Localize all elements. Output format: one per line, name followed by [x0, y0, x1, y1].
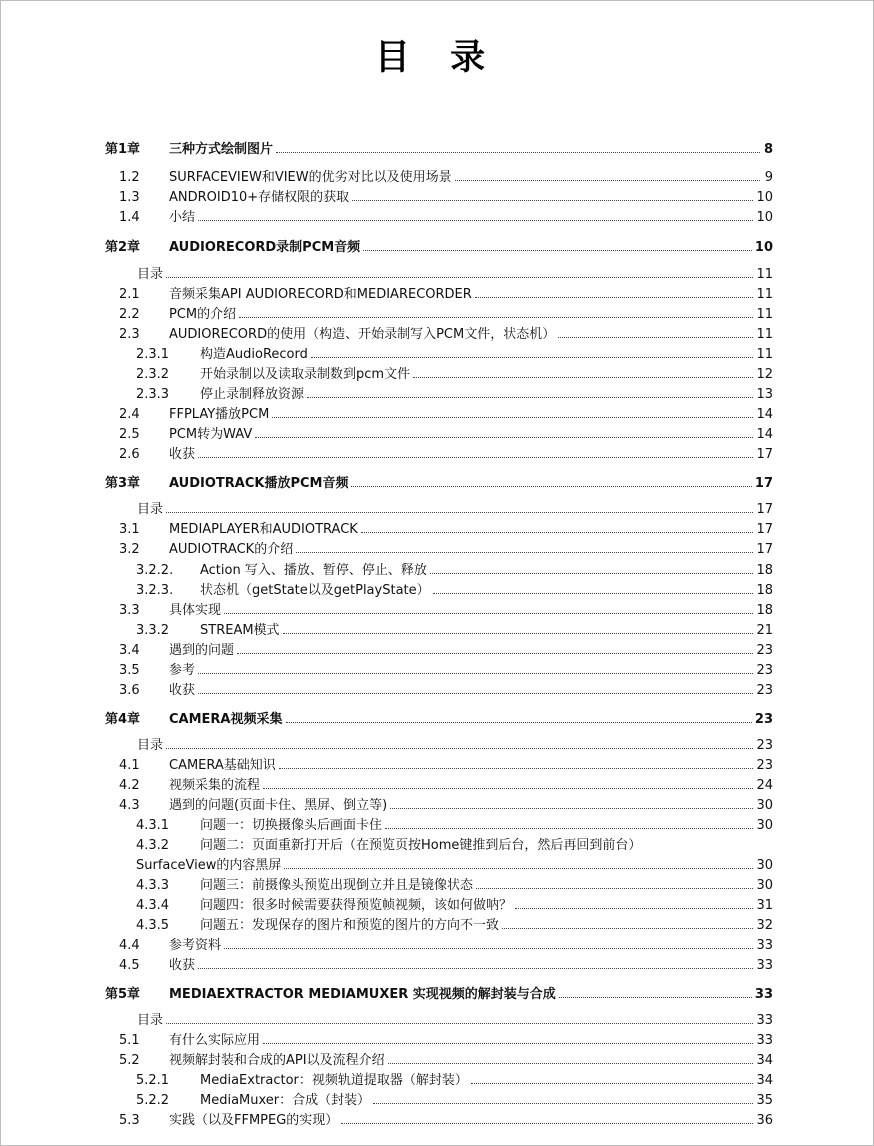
toc-entry-title: 音频采集API AUDIORECORD和MEDIARECORDER: [169, 287, 472, 302]
toc-entry[interactable]: [105, 423, 773, 442]
dot-leader: [263, 788, 753, 789]
toc-chapter-entry[interactable]: [105, 472, 773, 491]
dot-leader: [311, 357, 754, 358]
toc-entry-page: 23: [756, 758, 773, 773]
toc-entry-title: 三种方式绘制图片: [169, 142, 274, 157]
dot-leader: [559, 997, 752, 998]
toc-entry-page: 17: [754, 476, 773, 491]
dot-leader: [388, 1063, 754, 1064]
toc-entry-page: 11: [756, 287, 773, 302]
toc-entry[interactable]: [105, 166, 773, 185]
toc-entry-number: 1.3: [119, 190, 140, 205]
toc-entry-number: 4.3.5: [136, 918, 170, 933]
toc-entry-page: 33: [756, 1033, 773, 1048]
toc-entry[interactable]: [105, 323, 773, 342]
toc-entry[interactable]: [105, 639, 773, 658]
toc-entry[interactable]: [105, 1009, 773, 1028]
toc-entry-number: 3.2: [119, 542, 140, 557]
toc-entry-page: 23: [756, 663, 773, 678]
dot-leader: [390, 808, 753, 809]
toc-entry-page: 18: [756, 563, 773, 578]
toc-entry-page: 30: [756, 878, 773, 893]
toc-entry-number: 1.2: [119, 170, 140, 185]
toc-entry-page: 17: [756, 522, 773, 537]
toc-entry-number: 3.4: [119, 643, 140, 658]
toc-entry-title: 收获: [169, 958, 196, 973]
toc-entry-title: 收获: [169, 683, 196, 698]
dot-leader: [224, 948, 753, 949]
toc-entry[interactable]: [105, 914, 773, 933]
toc-entry-title: Action 写入、播放、暂停、停止、释放: [200, 563, 427, 578]
toc-entry-title: 收获: [169, 447, 196, 462]
dot-leader: [502, 928, 753, 929]
toc-entry-title: MEDIAEXTRACTOR MEDIAMUXER 实现视频的解封装与合成: [169, 987, 556, 1002]
dot-leader: [363, 250, 752, 251]
dot-leader: [430, 573, 754, 574]
toc-entry-page: 34: [756, 1053, 773, 1068]
toc-entry-number: 3.2.2.: [136, 563, 174, 578]
toc-entry[interactable]: [105, 934, 773, 953]
toc-entry-page: 17: [756, 542, 773, 557]
toc-entry-number: 1.4: [119, 210, 140, 225]
toc-entry[interactable]: [105, 679, 773, 698]
dot-leader: [515, 908, 753, 909]
toc-chapter-entry[interactable]: [105, 983, 773, 1002]
dot-leader: [471, 1083, 754, 1084]
toc-entry-number: 3.1: [119, 522, 140, 537]
toc-entry-number: 第3章: [105, 476, 141, 491]
toc-entry-title: AUDIORECORD的使用（构造、开始录制写入PCM文件，状态机）: [169, 327, 556, 342]
toc-entry-page: 11: [756, 347, 773, 362]
toc-entry-number: 3.6: [119, 683, 140, 698]
dot-leader: [198, 457, 753, 458]
toc-entry-number: 4.3.1: [136, 818, 170, 833]
toc-entry-number: 3.3: [119, 603, 140, 618]
toc-entry-title: 有什么实际应用: [169, 1033, 261, 1048]
toc-entry-page: 23: [756, 683, 773, 698]
dot-leader: [255, 437, 753, 438]
dot-leader: [166, 277, 753, 278]
toc-entry-title: 问题三：前摄像头预览出现倒立并且是镜像状态: [200, 878, 474, 893]
toc-entry[interactable]: [105, 1089, 773, 1108]
toc-entry-title: AUDIORECORD录制PCM音频: [169, 240, 361, 255]
dot-leader: [166, 512, 753, 513]
toc-entry-number: 4.3: [119, 798, 140, 813]
toc-entry-number: 第1章: [105, 142, 141, 157]
toc-entry-title: 目录: [137, 738, 164, 753]
toc-entry-continuation[interactable]: [136, 854, 773, 873]
toc-entry-title: SURFACEVIEW和VIEW的优劣对比以及使用场景: [169, 170, 452, 185]
toc-entry-title: STREAM模式: [200, 623, 280, 638]
toc-chapter-entry[interactable]: [105, 708, 773, 727]
toc-entry[interactable]: [105, 894, 773, 913]
toc-entry-title: AUDIOTRACK的介绍: [169, 542, 294, 557]
toc-entry[interactable]: [105, 1109, 773, 1128]
dot-leader: [307, 397, 753, 398]
toc-entry[interactable]: [105, 559, 773, 578]
dot-leader: [385, 828, 753, 829]
toc-entry-title: CAMERA基础知识: [169, 758, 276, 773]
toc-entry-number: 3.5: [119, 663, 140, 678]
toc-entry-number: 5.3: [119, 1113, 140, 1128]
dot-leader: [198, 673, 753, 674]
toc-entry[interactable]: [105, 283, 773, 302]
toc-entry[interactable]: [105, 774, 773, 793]
toc-entry-title: 目录: [137, 267, 164, 282]
toc-entry-number: 第5章: [105, 987, 141, 1002]
toc-entry-title: 遇到的问题: [169, 643, 235, 658]
toc-entry[interactable]: [105, 343, 773, 362]
dot-leader: [263, 1043, 753, 1044]
toc-entry-number: 4.5: [119, 958, 140, 973]
dot-leader: [455, 180, 760, 181]
toc-entry[interactable]: [105, 383, 773, 402]
toc-entry[interactable]: [105, 538, 773, 557]
toc-entry-title: 遇到的问题(页面卡住、黑屏、倒立等): [169, 798, 388, 813]
dot-leader: [166, 748, 753, 749]
page-title: 目 录: [374, 38, 500, 78]
toc-entry-title: AUDIOTRACK播放PCM音频: [169, 476, 349, 491]
toc-entry-number: 2.6: [119, 447, 140, 462]
toc-entry-title: PCM的介绍: [169, 307, 237, 322]
toc-entry-page: 33: [756, 1013, 773, 1028]
dot-leader: [352, 200, 753, 201]
toc-entry[interactable]: [105, 206, 773, 225]
toc-entry-title: FFPLAY播放PCM: [169, 407, 270, 422]
toc-entry-title: 参考资料: [169, 938, 222, 953]
toc-entry-number: 第4章: [105, 712, 141, 727]
toc-entry-title: 具体实现: [169, 603, 222, 618]
toc-entry-page: 11: [756, 327, 773, 342]
toc-entry-title: 构造AudioRecord: [200, 347, 308, 362]
toc-entry[interactable]: [105, 794, 773, 813]
toc-entry-page: 10: [754, 240, 773, 255]
toc-entry-title: 问题一：切换摄像头后画面卡住: [200, 818, 383, 833]
toc-entry-page: 17: [756, 447, 773, 462]
toc-entry-page: 18: [756, 583, 773, 598]
toc-entry-title: ANDROID10+存储权限的获取: [169, 190, 350, 205]
toc-entry-page: 10: [756, 210, 773, 225]
toc-entry-title: MediaMuxer：合成（封装）: [200, 1093, 371, 1108]
toc-entry-number: 5.2.1: [136, 1073, 170, 1088]
dot-leader: [341, 1123, 753, 1124]
toc-entry-number: 4.3.3: [136, 878, 170, 893]
toc-entry[interactable]: [105, 754, 773, 773]
toc-entry-page: 23: [756, 643, 773, 658]
toc-entry[interactable]: [105, 1069, 773, 1088]
dot-leader: [361, 532, 754, 533]
toc-entry[interactable]: [105, 874, 773, 893]
toc-entry-title: PCM转为WAV: [169, 427, 253, 442]
toc-entry-page: 33: [756, 938, 773, 953]
toc-entry[interactable]: [105, 263, 773, 282]
toc-entry[interactable]: [105, 954, 773, 973]
toc-chapter-entry[interactable]: [105, 138, 773, 157]
toc-entry-number: 5.1: [119, 1033, 140, 1048]
dot-leader: [198, 220, 753, 221]
toc-entry-number: 第2章: [105, 240, 141, 255]
toc-entry-title: 目录: [137, 1013, 164, 1028]
toc-entry-number: 2.3.2: [136, 367, 170, 382]
toc-entry-page: 23: [756, 738, 773, 753]
toc-entry-number: 2.3.3: [136, 387, 170, 402]
toc-entry-title: CAMERA视频采集: [169, 712, 283, 727]
dot-leader: [413, 377, 753, 378]
toc-entry-title: SurfaceView的内容黑屏: [136, 858, 282, 873]
toc-entry[interactable]: [105, 834, 773, 853]
toc-entry-number: 2.4: [119, 407, 140, 422]
toc-entry-page: 33: [756, 958, 773, 973]
toc-entry-number: 5.2.2: [136, 1093, 170, 1108]
toc-entry-page: 30: [756, 858, 773, 873]
toc-entry-page: 14: [756, 427, 773, 442]
toc-entry-title: 小结: [169, 210, 196, 225]
toc-entry-page: 9: [764, 170, 773, 185]
dot-leader: [224, 613, 753, 614]
toc-entry[interactable]: [105, 734, 773, 753]
toc-entry-page: 30: [756, 798, 773, 813]
toc-entry-page: 35: [756, 1093, 773, 1108]
dot-leader: [475, 297, 754, 298]
toc-entry-number: 2.1: [119, 287, 140, 302]
toc-entry-number: 4.4: [119, 938, 140, 953]
dot-leader: [284, 868, 753, 869]
toc-entry-number: 2.3: [119, 327, 140, 342]
toc-entry[interactable]: [105, 498, 773, 517]
toc-entry[interactable]: [105, 1029, 773, 1048]
toc-entry[interactable]: [105, 1049, 773, 1068]
toc-entry[interactable]: [105, 518, 773, 537]
toc-entry-page: 31: [756, 898, 773, 913]
toc-entry-title: 问题四：很多时候需要获得预览帧视频，该如何做呐？: [200, 898, 513, 913]
toc-entry-page: 13: [756, 387, 773, 402]
dot-leader: [198, 693, 753, 694]
toc-entry-page: 34: [756, 1073, 773, 1088]
toc-entry-page: 12: [756, 367, 773, 382]
toc-entry-number: 4.3.2: [136, 838, 170, 853]
dot-leader: [351, 486, 751, 487]
dot-leader: [476, 888, 753, 889]
toc-entry-title: 问题五：发现保存的图片和预览的图片的方向不一致: [200, 918, 500, 933]
toc-entry[interactable]: [105, 363, 773, 382]
toc-entry-title: 开始录制以及读取录制数到pcm文件: [200, 367, 411, 382]
dot-leader: [272, 417, 753, 418]
toc-entry-title: 问题二：页面重新打开后（在预览页按Home键推到后台，然后再回到前台）: [200, 838, 642, 853]
toc-entry[interactable]: [105, 814, 773, 833]
toc-entry[interactable]: [105, 403, 773, 422]
toc-entry-number: 4.2: [119, 778, 140, 793]
toc-entry[interactable]: [105, 303, 773, 322]
dot-leader: [283, 633, 754, 634]
dot-leader: [558, 337, 753, 338]
toc-entry[interactable]: [105, 579, 773, 598]
toc-entry-title: 停止录制释放资源: [200, 387, 305, 402]
toc-entry-page: 21: [756, 623, 773, 638]
toc-entry-page: 32: [756, 918, 773, 933]
dot-leader: [237, 653, 753, 654]
toc-entry-page: 24: [756, 778, 773, 793]
toc-entry-number: 4.3.4: [136, 898, 170, 913]
toc-entry-number: 5.2: [119, 1053, 140, 1068]
toc-entry-page: 23: [754, 712, 773, 727]
toc-entry-page: 14: [756, 407, 773, 422]
toc-entry-page: 11: [756, 267, 773, 282]
toc-entry[interactable]: [105, 186, 773, 205]
toc-entry-number: 2.3.1: [136, 347, 170, 362]
toc-entry-page: 33: [754, 987, 773, 1002]
toc-entry-title: 参考: [169, 663, 196, 678]
toc-entry-number: 2.5: [119, 427, 140, 442]
toc-entry-number: 2.2: [119, 307, 140, 322]
dot-leader: [166, 1023, 753, 1024]
toc-entry-number: 3.2.3.: [136, 583, 174, 598]
toc-entry-title: 状态机（getState以及getPlayState）: [200, 583, 430, 598]
toc-entry-number: 3.3.2: [136, 623, 170, 638]
toc-entry-title: 视频采集的流程: [169, 778, 261, 793]
toc-entry-page: 30: [756, 818, 773, 833]
toc-entry-page: 10: [756, 190, 773, 205]
dot-leader: [286, 722, 752, 723]
toc-entry-number: 4.1: [119, 758, 140, 773]
dot-leader: [239, 317, 753, 318]
toc-entry[interactable]: [105, 659, 773, 678]
toc-entry-title: MEDIAPLAYER和AUDIOTRACK: [169, 522, 358, 537]
dot-leader: [279, 768, 754, 769]
toc-entry[interactable]: [105, 599, 773, 618]
toc-entry-page: 18: [756, 603, 773, 618]
toc-entry-title: 实践（以及FFMPEG的实现）: [169, 1113, 339, 1128]
toc-entry-page: 11: [756, 307, 773, 322]
dot-leader: [373, 1103, 753, 1104]
dot-leader: [433, 593, 754, 594]
toc-entry-title: 视频解封装和合成的API以及流程介绍: [169, 1053, 385, 1068]
dot-leader: [276, 152, 760, 153]
toc-entry-page: 36: [756, 1113, 773, 1128]
toc-entry[interactable]: [105, 443, 773, 462]
toc-entry-title: 目录: [137, 502, 164, 517]
dot-leader: [198, 968, 753, 969]
toc-entry-title: MediaExtractor：视频轨道提取器（解封装）: [200, 1073, 468, 1088]
toc-entry-page: 17: [756, 502, 773, 517]
toc-entry-page: 8: [763, 142, 773, 157]
toc-chapter-entry[interactable]: [105, 236, 773, 255]
toc-entry[interactable]: [105, 619, 773, 638]
dot-leader: [296, 552, 753, 553]
